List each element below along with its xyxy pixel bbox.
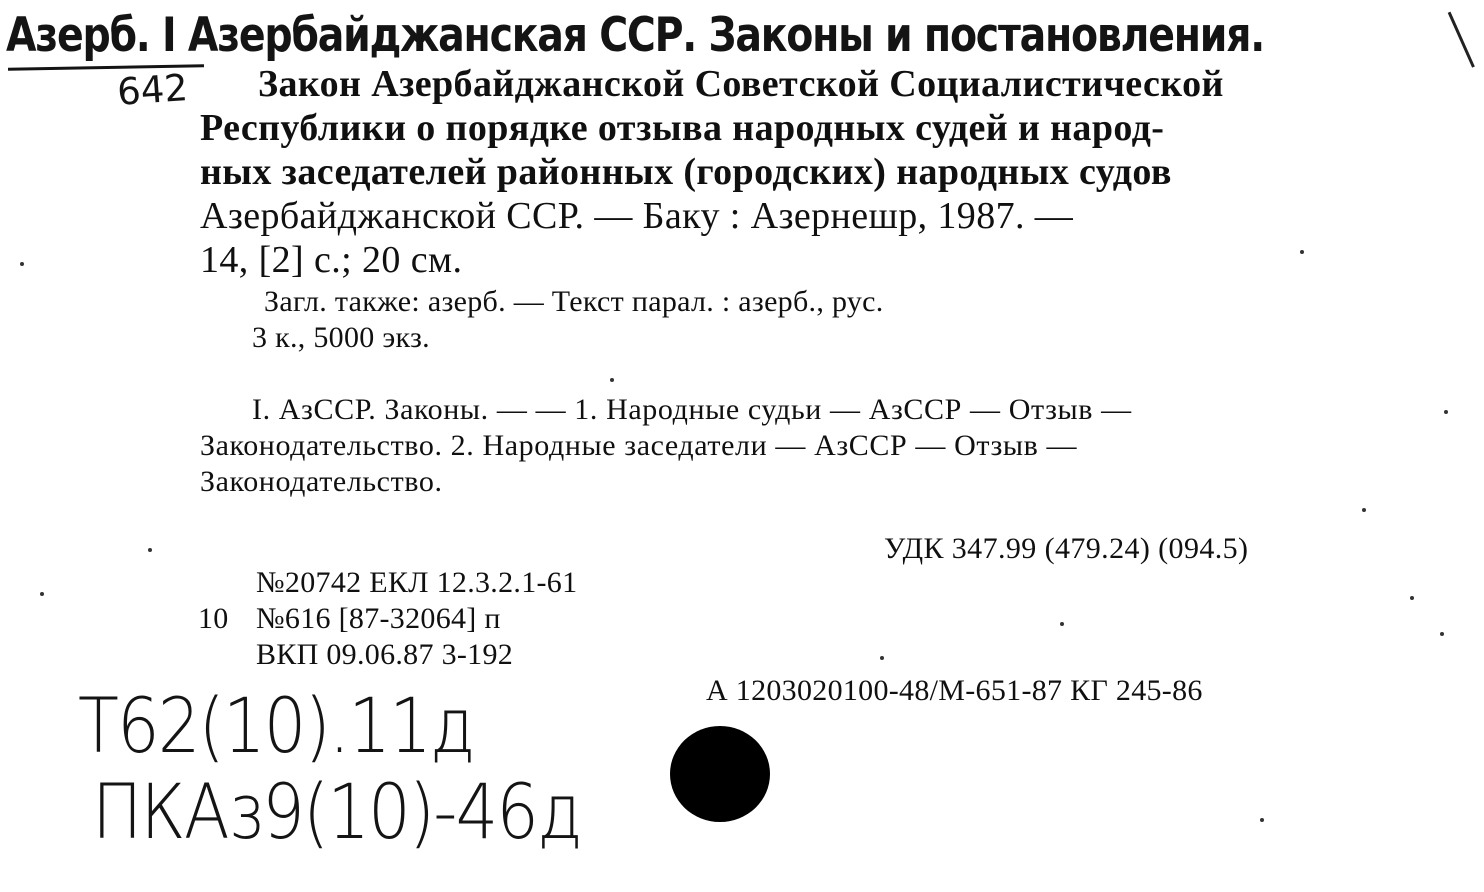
handwritten-accession-number: 642: [115, 66, 190, 114]
imprint: [198, 565, 577, 673]
subject-headings: [200, 392, 1356, 500]
subject-line: Законодательство.: [200, 465, 443, 498]
title-line: Азербайджанской ССР. — Баку : Азернешр, 1987. —: [200, 195, 1074, 237]
imprint-line: ВКП 09.06.87 3-192: [256, 638, 514, 671]
imprint-line-with-prefix: [198, 601, 577, 637]
title-line: Закон Азербайджанской Советской Социалистической: [258, 63, 1224, 105]
index-line: А 1203020100-48/М-651-87 КГ 245-86: [706, 674, 1203, 707]
notes: [252, 284, 884, 356]
speck: [1410, 596, 1414, 600]
corner-mark: [1448, 4, 1484, 67]
title-line: 14, [2] с.; 20 см.: [200, 239, 463, 281]
punch-hole-mark: [670, 726, 770, 822]
udk-code: УДК 347.99 (479.24) (094.5): [884, 532, 1249, 565]
handwritten-class-number: ПКАз9(10)-46д: [92, 767, 581, 856]
bibliographic-title: [200, 62, 1364, 282]
title-line: ных заседателей районных (городских) народных судов: [200, 151, 1172, 193]
imprint-prefix: 10: [198, 602, 229, 635]
speck: [1260, 818, 1264, 822]
speck: [40, 592, 44, 596]
speck: [1362, 508, 1366, 512]
note-line: Загл. также: азерб. — Текст парал. : азерб., рус.: [264, 285, 884, 318]
handwritten-heading: Азерб. I Азербайджанская ССР. Законы и постановления.: [6, 8, 1264, 63]
handwritten-class-number: Т62(10).11д: [78, 681, 474, 770]
speck: [610, 378, 614, 382]
title-line: Республики о порядке отзыва народных судей и народ-: [200, 107, 1165, 149]
speck: [1060, 622, 1064, 626]
speck: [1444, 410, 1448, 414]
note-line: 3 к., 5000 экз.: [252, 321, 430, 354]
imprint-line: №616 [87-32064] п: [256, 602, 501, 635]
subject-line: I. АзССР. Законы. — — 1. Народные судьи — АзССР — Отзыв —: [252, 393, 1132, 426]
speck: [1300, 250, 1304, 254]
imprint-line: №20742 ЕКЛ 12.3.2.1-61: [256, 566, 578, 599]
subject-line: Законодательство. 2. Народные заседатели — АзССР — Отзыв —: [200, 429, 1078, 462]
speck: [148, 548, 152, 552]
speck: [880, 656, 884, 660]
speck: [1440, 632, 1444, 636]
speck: [20, 262, 24, 266]
